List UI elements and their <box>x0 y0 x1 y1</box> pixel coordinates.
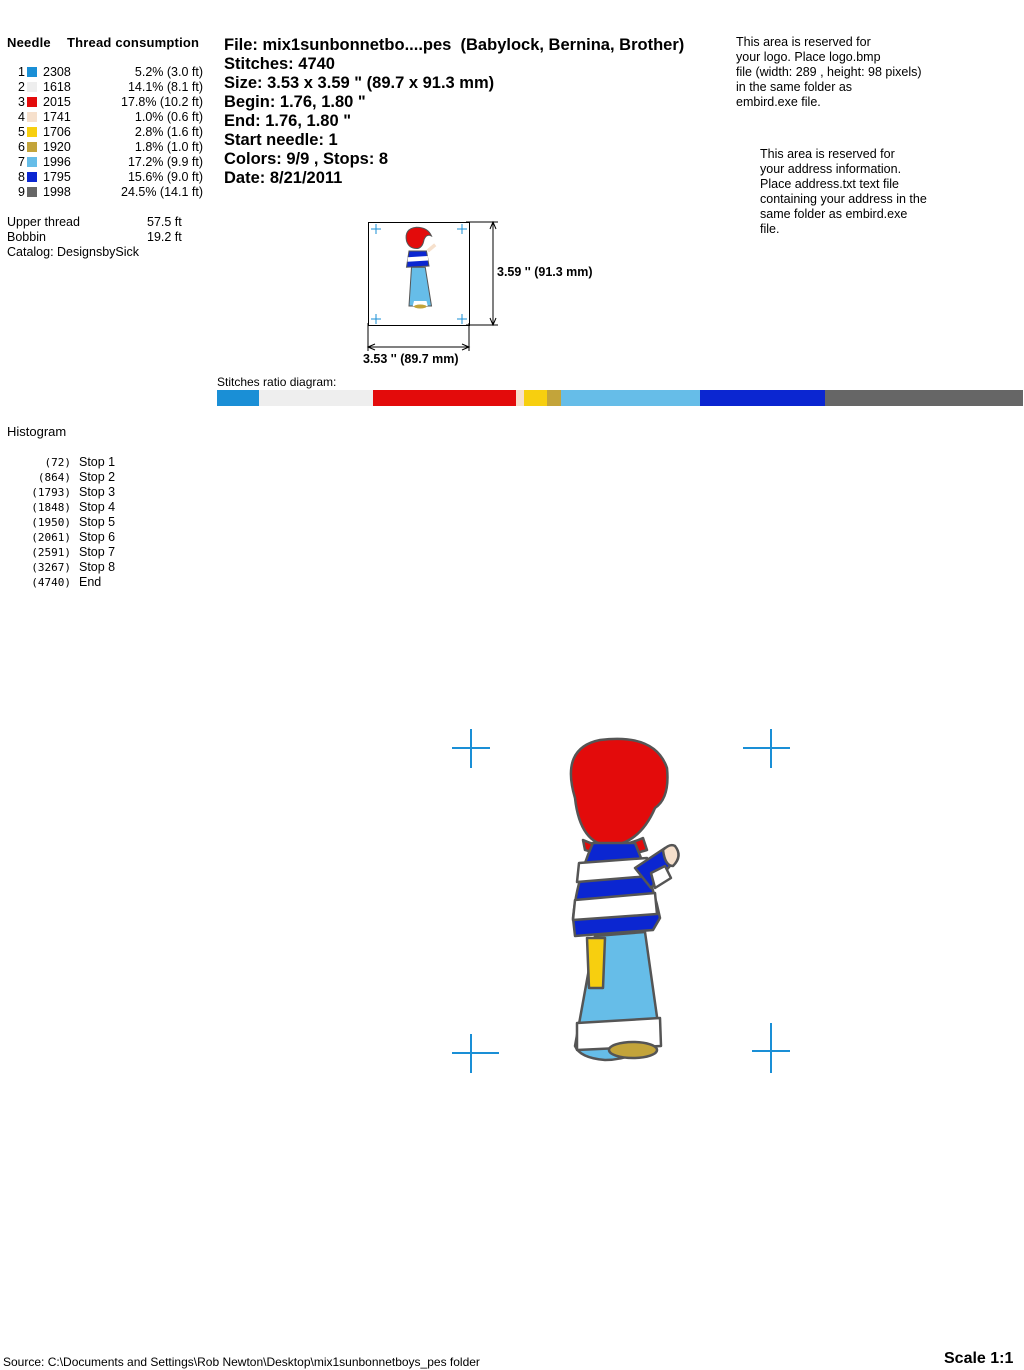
note-line: containing your address in the <box>760 192 927 206</box>
thread-percent: 17.8% (10.2 ft) <box>121 95 203 109</box>
needle-number: 1 <box>18 65 25 79</box>
end-position: End: 1.76, 1.80 " <box>224 112 352 130</box>
note-line: in the same folder as <box>736 80 853 94</box>
ratio-segment <box>547 390 562 406</box>
source-path: Source: C:\Documents and Settings\Rob Newton\Desktop\mix1sunbonnetboys_pes folder <box>3 1355 480 1369</box>
color-swatch <box>27 172 37 182</box>
stitch-count: (864) <box>37 471 71 484</box>
needle-number: 8 <box>18 170 25 184</box>
stop-label: Stop 5 <box>79 515 116 529</box>
stop-label: Stop 1 <box>79 455 116 469</box>
stop-label: Stop 7 <box>79 545 116 559</box>
height-dimension-line <box>466 220 500 328</box>
thread-code: 1996 <box>43 155 71 169</box>
thumbnail-figure <box>369 223 469 325</box>
stitch-count: (1793) <box>31 486 71 499</box>
ratio-segment <box>373 390 516 406</box>
needle-row <box>7 65 217 80</box>
sunbonnet-figure <box>571 739 679 1060</box>
color-swatch <box>27 187 37 197</box>
ratio-segment <box>561 390 700 406</box>
color-swatch <box>27 82 37 92</box>
ratio-segment <box>516 390 524 406</box>
histogram-row <box>7 455 207 470</box>
stop-label: Stop 2 <box>79 470 116 484</box>
thread-code: 2015 <box>43 95 71 109</box>
needle-row <box>7 140 217 155</box>
scale-label: Scale 1:1 <box>944 1350 1014 1367</box>
note-line: Place address.txt text file <box>760 177 899 191</box>
color-swatch <box>27 67 37 77</box>
design-info <box>224 36 684 188</box>
histogram-row <box>7 530 207 545</box>
thread-percent: 1.8% (1.0 ft) <box>134 140 203 154</box>
stop-label: Stop 3 <box>79 485 116 499</box>
note-line: same folder as embird.exe <box>760 207 908 221</box>
thread-percent: 24.5% (14.1 ft) <box>121 185 203 199</box>
stitch-count: (3267) <box>31 561 71 574</box>
needle-number: 2 <box>18 80 25 94</box>
thread-percent: 17.2% (9.9 ft) <box>127 155 203 169</box>
histogram-row <box>7 500 207 515</box>
note-line: This area is reserved for <box>736 35 871 49</box>
note-line: embird.exe file. <box>736 95 821 109</box>
design-size: Size: 3.53 x 3.59 " (89.7 x 91.3 mm) <box>224 74 495 92</box>
thread-code: 1998 <box>43 185 71 199</box>
histogram-title: Histogram <box>7 424 67 439</box>
histogram-row <box>7 575 207 590</box>
stitch-count: (1950) <box>31 516 71 529</box>
bobbin-label: Bobbin <box>7 230 46 244</box>
thread-percent: 14.1% (8.1 ft) <box>127 80 203 94</box>
ratio-segment <box>825 390 1022 406</box>
thread-consumption-header: Thread consumption <box>67 35 200 50</box>
thread-totals <box>7 215 197 260</box>
start-needle: Start needle: 1 <box>224 131 338 149</box>
needle-number: 7 <box>18 155 25 169</box>
logo-placeholder-note <box>736 35 976 110</box>
color-swatch <box>27 112 37 122</box>
needle-number: 3 <box>18 95 25 109</box>
needle-table <box>7 65 217 200</box>
needle-row <box>7 80 217 95</box>
histogram-row <box>7 470 207 485</box>
color-swatch <box>27 157 37 167</box>
width-dimension-label: 3.53 '' (89.7 mm) <box>363 352 459 366</box>
bobbin-value: 19.2 ft <box>147 230 182 244</box>
needle-number: 9 <box>18 185 25 199</box>
note-line: file. <box>760 222 780 236</box>
thread-code: 1920 <box>43 140 71 154</box>
stitches-ratio-label: Stitches ratio diagram: <box>217 375 337 389</box>
color-swatch <box>27 142 37 152</box>
needle-row <box>7 110 217 125</box>
note-line: your logo. Place logo.bmp <box>736 50 881 64</box>
upper-thread-label: Upper thread <box>7 215 80 229</box>
stitch-count: (2061) <box>31 531 71 544</box>
thread-code: 2308 <box>43 65 71 79</box>
needle-number: 5 <box>18 125 25 139</box>
thread-percent: 5.2% (3.0 ft) <box>134 65 203 79</box>
stop-label: End <box>79 575 102 589</box>
thread-percent: 1.0% (0.6 ft) <box>134 110 203 124</box>
histogram-row <box>7 560 207 575</box>
thread-code: 1741 <box>43 110 71 124</box>
stop-label: Stop 4 <box>79 500 116 514</box>
width-dimension-line <box>366 323 472 353</box>
thread-percent: 2.8% (1.6 ft) <box>134 125 203 139</box>
begin-position: Begin: 1.76, 1.80 " <box>224 93 366 111</box>
stop-label: Stop 6 <box>79 530 116 544</box>
needle-row <box>7 95 217 110</box>
note-line: your address information. <box>760 162 902 176</box>
stitch-count: (4740) <box>31 576 71 589</box>
histogram-row <box>7 515 207 530</box>
note-line: This area is reserved for <box>760 147 895 161</box>
color-swatch <box>27 97 37 107</box>
thread-percent: 15.6% (9.0 ft) <box>127 170 203 184</box>
ratio-segment <box>217 390 259 406</box>
ratio-segment <box>700 390 826 406</box>
needle-row <box>7 125 217 140</box>
note-line: file (width: 289 , height: 98 pixels) <box>736 65 922 79</box>
height-dimension-label: 3.59 '' (91.3 mm) <box>497 265 593 279</box>
stitch-count: Stitches: 4740 <box>224 55 335 73</box>
histogram-row <box>7 485 207 500</box>
needle-row <box>7 170 217 185</box>
address-placeholder-note <box>760 147 960 237</box>
stitches-ratio-bar <box>217 390 1023 406</box>
needle-number: 6 <box>18 140 25 154</box>
needle-row <box>7 155 217 170</box>
thread-code: 1618 <box>43 80 71 94</box>
design-thumbnail <box>368 222 470 326</box>
design-preview <box>215 448 1023 1348</box>
thread-code: 1706 <box>43 125 71 139</box>
catalog-name: Catalog: DesignsbySick <box>7 245 140 259</box>
needle-number: 4 <box>18 110 25 124</box>
stitch-count: (1848) <box>31 501 71 514</box>
histogram-row <box>7 545 207 560</box>
needle-row <box>7 185 217 200</box>
ratio-segment <box>524 390 547 406</box>
ratio-segment <box>259 390 373 406</box>
histogram-list <box>7 455 207 590</box>
color-swatch <box>27 127 37 137</box>
upper-thread-value: 57.5 ft <box>147 215 182 229</box>
stop-label: Stop 8 <box>79 560 116 574</box>
thread-code: 1795 <box>43 170 71 184</box>
design-date: Date: 8/21/2011 <box>224 169 343 187</box>
stitch-count: (72) <box>44 456 71 469</box>
needle-header: Needle <box>7 35 51 50</box>
colors-stops: Colors: 9/9 , Stops: 8 <box>224 150 389 168</box>
file-name: File: mix1sunbonnetbo....pes (Babylock, Bernina, Brother) <box>224 36 685 54</box>
stitch-count: (2591) <box>31 546 71 559</box>
